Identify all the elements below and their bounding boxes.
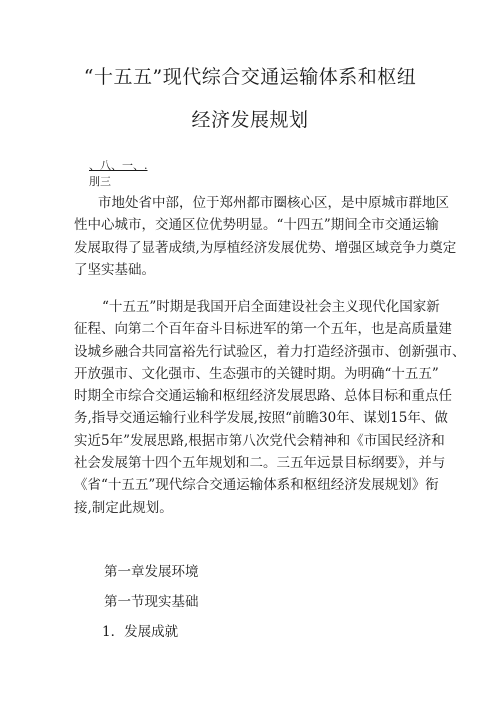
paragraph-intro (74, 192, 457, 281)
paragraph-line: 发展取得了显著成绩,为厚植经济发展优势、增强区域竞争力奠定 (74, 239, 457, 256)
paragraph-line: 社会发展第十四个五年规划和二。三五年远景目标纲要》，并与 (74, 455, 446, 472)
document-title-line-2: 经济发展规划 (191, 109, 309, 131)
preface-marks-text: 、八、一、. (89, 159, 148, 172)
document-title-line-1: “十五五”现代综合交通运输体系和枢纽 (83, 66, 417, 88)
paragraph-line: 务,指导交通运输行业科学发展,按照“前瞻30年、谋划15年、做 (74, 410, 448, 427)
paragraph-line: 《省“十五五”现代综合交通运输体系和枢纽经济发展规划》衔 (74, 477, 439, 494)
section-heading: 第一节现实基础 (104, 594, 199, 610)
preface-marks (89, 159, 148, 172)
paragraph-line: 时期全市综合交通运输和枢纽经济发展思路、总体目标和重点任 (74, 388, 452, 405)
paragraph-line: 性中心城市，交通区位优势明显。“十四五”期间全市交通运输 (74, 217, 439, 234)
paragraph-context (74, 296, 466, 519)
paragraph-line: 设城乡融合共同富裕先行试验区，着力打造经济强市、创新强市、 (74, 343, 466, 360)
paragraph-line: 实近5年”发展思路,根据市第八次党代会精神和《市国民经济和 (74, 432, 445, 449)
paragraph-line: 征程、向第二个百年奋斗目标进军的第一个五年，也是高质量建 (74, 321, 452, 338)
chapter-heading: 第一章发展环境 (104, 564, 199, 580)
item-heading: 1．发展成就 (102, 624, 179, 640)
paragraph-line: 开放强市、文化强市、生态强市的关键时期。为明确“十五五” (74, 365, 439, 382)
paragraph-line: “十五五”时期是我国开启全面建设社会主义现代化国家新 (102, 299, 440, 315)
preface-label: 刖三 (89, 175, 111, 188)
paragraph-line: 接,制定此规划。 (74, 499, 173, 516)
paragraph-line: 了坚实基础。 (74, 261, 155, 278)
paragraph-line: 市地处省中部，位于郑州都市圈核心区，是中原城市群地区 (98, 195, 449, 211)
